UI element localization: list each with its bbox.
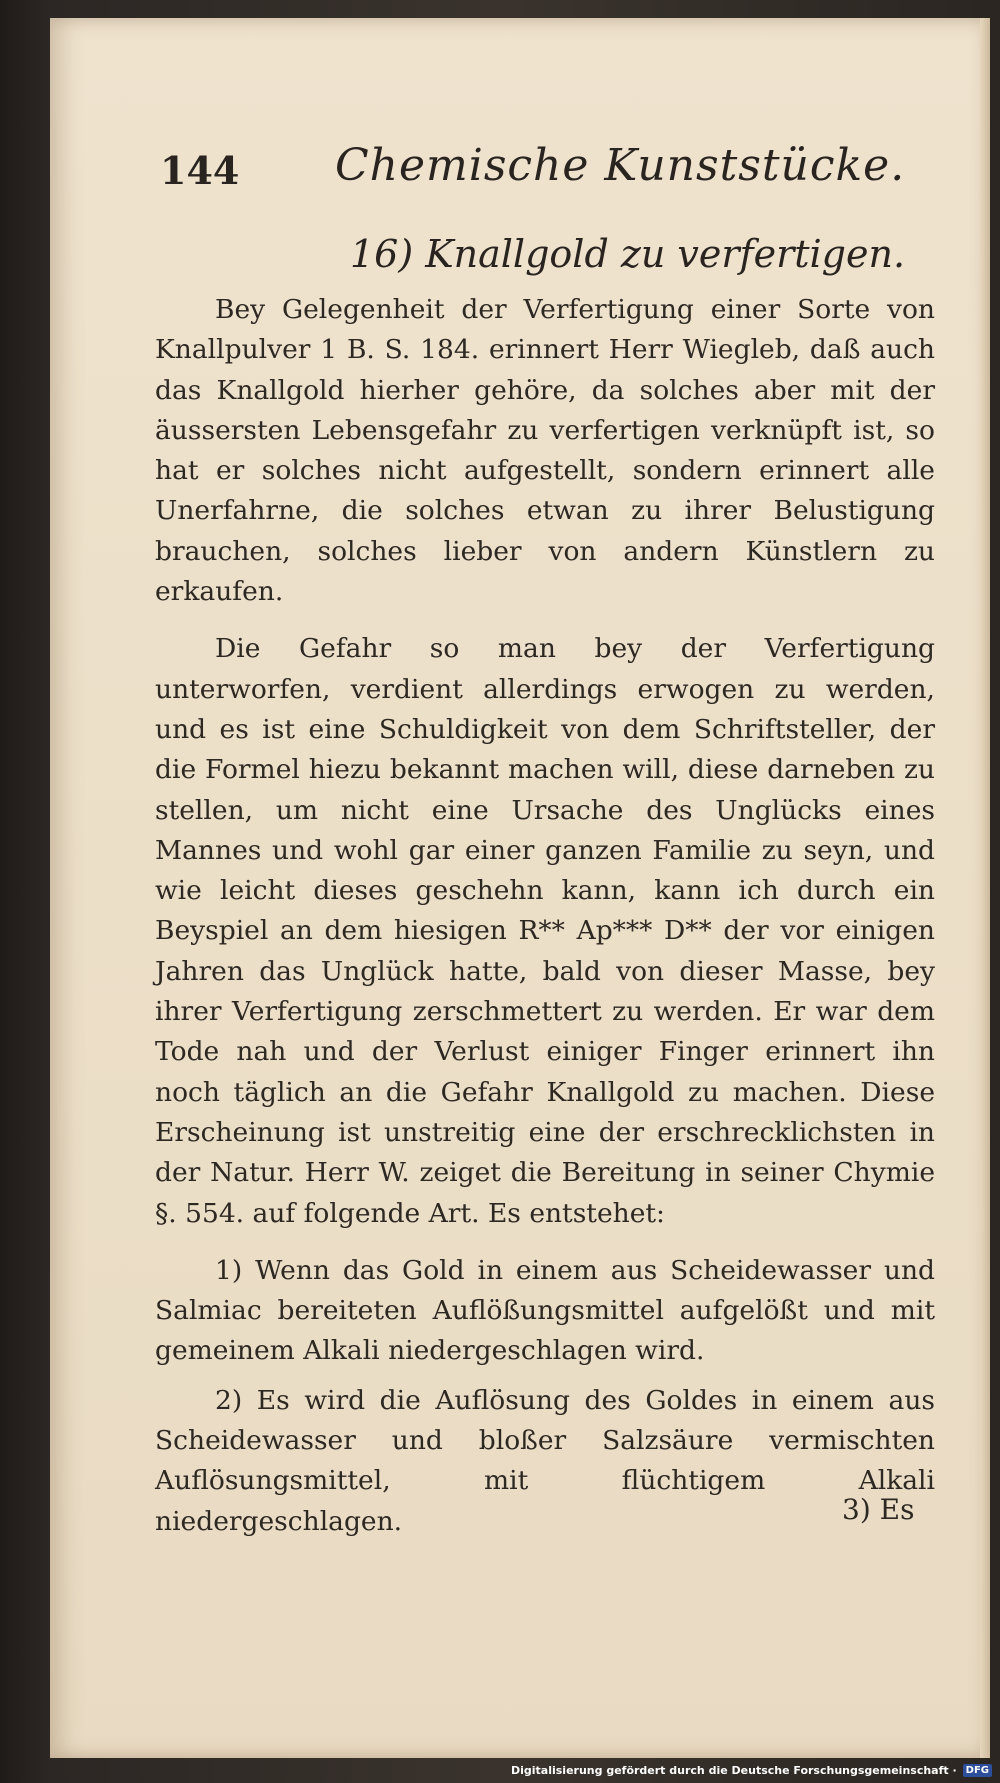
- page-number: 144: [160, 148, 240, 193]
- list-item-1: 1) Wenn das Gold in einem aus Scheidewasser und Salmiac bereiteten Auflößungsmittel aufgelößt und mit gemeinem Alkali niedergeschlagen wird.: [155, 1254, 935, 1367]
- digitization-footer: [511, 1764, 992, 1777]
- section-title: 16) Knallgold zu verfertigen.: [350, 232, 906, 276]
- footer-credit: Digitalisierung gefördert durch die Deutsche Forschungsgemeinschaft ·: [510, 1764, 957, 1777]
- page-edge: [980, 18, 990, 1758]
- list-item-2: 2) Es wird die Auflösung des Goldes in einem aus Scheidewasser und bloßer Salzsäure vermischten Auflösungsmittel, mit flüchtigem Alkali niedergeschlagen.: [155, 1384, 935, 1537]
- page-header: [160, 140, 906, 200]
- catchword: 3) Es: [842, 1493, 915, 1526]
- paragraph-2: Die Gefahr so man bey der Verfertigung unterworfen, verdient allerdings erwogen zu werden, und es ist eine Schuldigkeit von dem Schriftsteller, der die Formel hiezu bekannt machen will, diese darneben zu stellen, um nicht eine Ursache des Unglücks eines Mannes und wohl gar einer ganzen Familie zu seyn, und wie leicht dieses geschehn kann, kann ich durch ein Beyspiel an dem hiesigen R** Ap*** D** der vor einigen Jahren das Unglück hatte, bald von dieser Masse, bey ihrer Verfertigung zerschmettert zu werden. Er war dem Tode nah und der Verlust einiger Finger erinnert ihn noch täglich an die Gefahr Knallgold zu machen. Diese Erscheinung ist unstreitig eine der erschrecklichsten in der Natur. Herr W. zeiget die Bereitung in seiner Chymie §. 554. auf folgende Art. Es entstehet:: [155, 633, 935, 1229]
- running-title: Chemische Kunststücke.: [335, 140, 906, 191]
- dfg-logo: DFG: [963, 1764, 992, 1777]
- body-text: [155, 290, 935, 1542]
- paragraph-1: Bey Gelegenheit der Verfertigung einer Sorte von Knallpulver 1 B. S. 184. erinnert Herr Wiegleb, daß auch das Knallgold hierher gehöre, da solches aber mit der äussersten Lebensgefahr zu verfertigen verknüpft ist, so hat er solches nicht aufgestellt, sondern erinnert alle Unerfahrne, die solches etwan zu ihrer Belustigung brauchen, solches lieber von andern Künstlern zu erkaufen.: [155, 294, 935, 608]
